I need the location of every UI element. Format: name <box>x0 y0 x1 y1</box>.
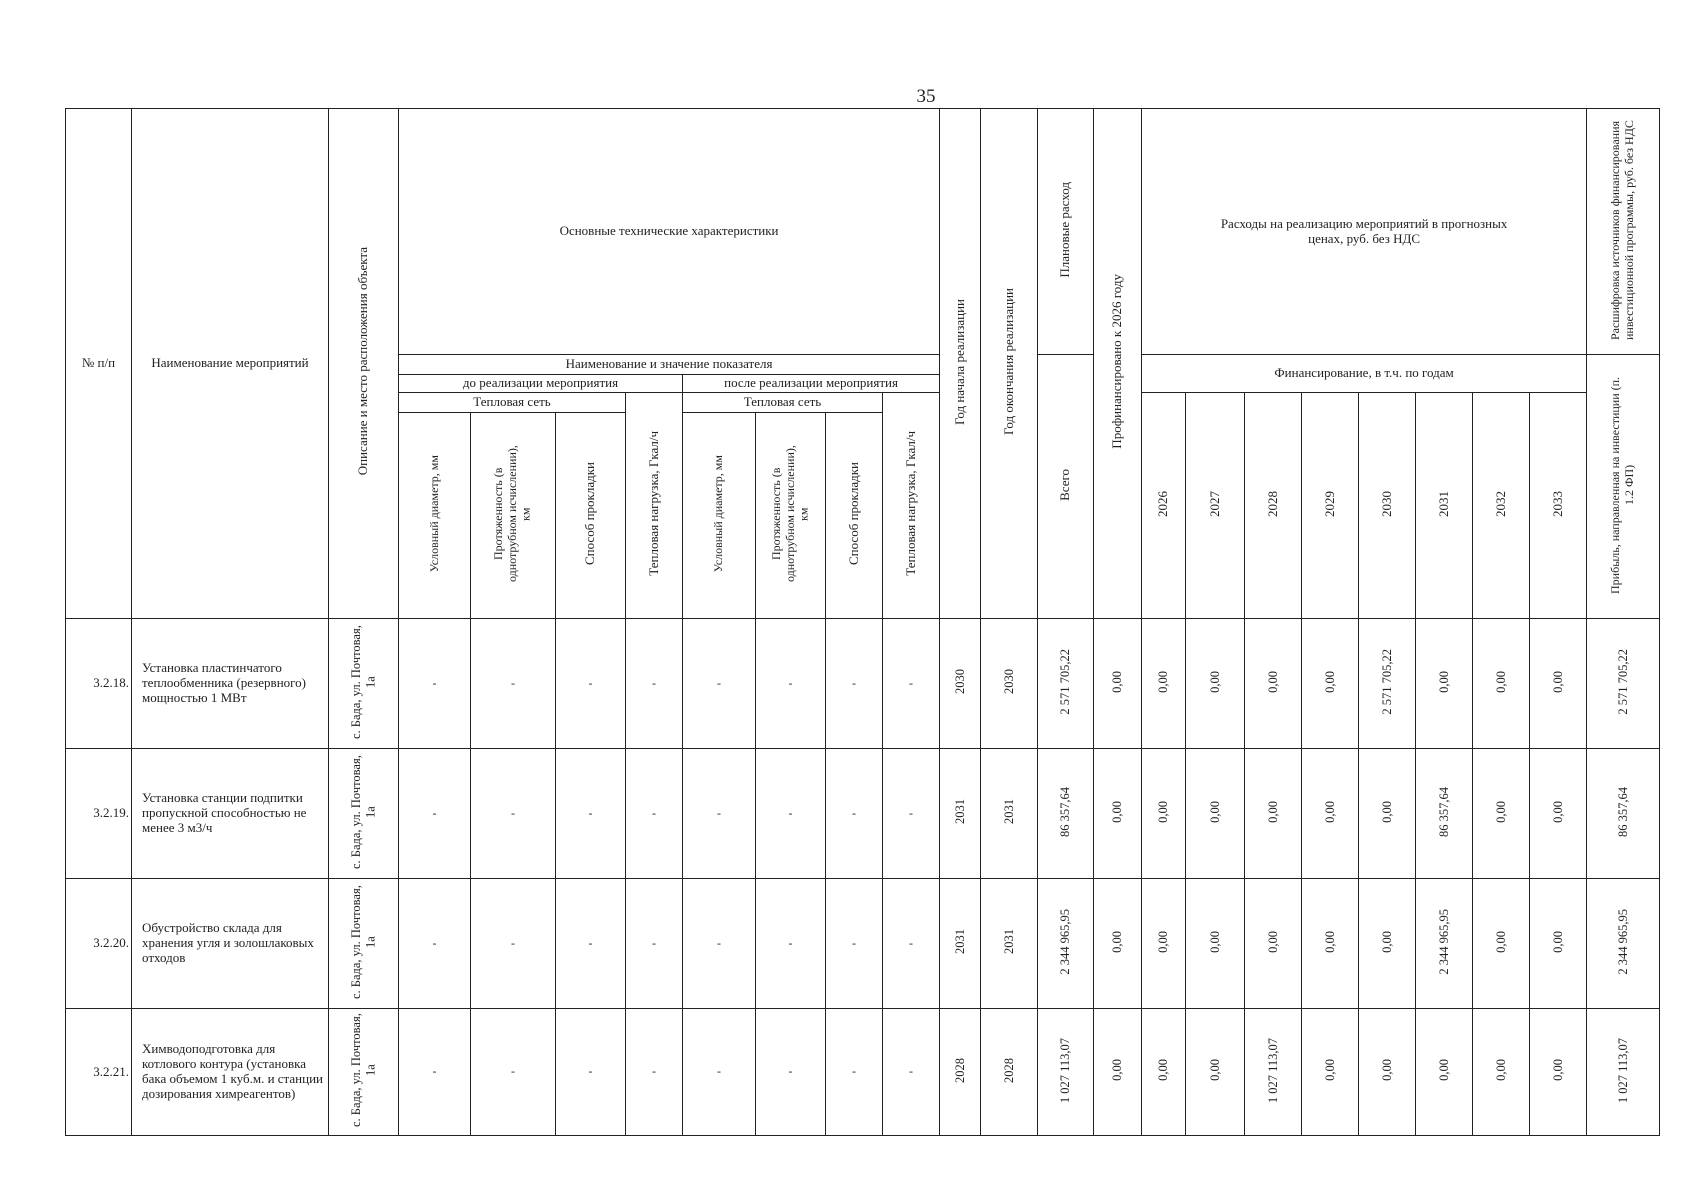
header-network-after: Тепловая сеть <box>683 393 883 413</box>
row-profit: 86 357,64 <box>1587 749 1660 879</box>
row-num: 3.2.19. <box>66 749 132 879</box>
row-year-value: 0,00 <box>1142 619 1186 749</box>
row-tech: - <box>471 879 556 1009</box>
investment-table <box>65 108 1660 1136</box>
header-num: № п/п <box>66 109 132 619</box>
header-year-2030: 2030 <box>1359 393 1416 619</box>
row-total: 1 027 113,07 <box>1038 1009 1094 1136</box>
header-method-before: Способ прокладки <box>556 413 626 619</box>
header-load-after: Тепловая нагрузка, Гкал/ч <box>883 393 940 619</box>
header-before: до реализации мероприятия <box>399 375 683 393</box>
row-profit: 2 571 705,22 <box>1587 619 1660 749</box>
row-tech: - <box>556 879 626 1009</box>
row-tech: - <box>883 879 940 1009</box>
header-diameter-after: Условный диаметр, мм <box>683 413 756 619</box>
header-year-2027: 2027 <box>1186 393 1245 619</box>
row-year-value: 0,00 <box>1245 879 1302 1009</box>
header-year-2032: 2032 <box>1473 393 1530 619</box>
header-year-2028: 2028 <box>1245 393 1302 619</box>
row-year-value: 0,00 <box>1142 749 1186 879</box>
row-year-value: 0,00 <box>1530 879 1587 1009</box>
row-tech: - <box>399 1009 471 1136</box>
row-tech: - <box>683 619 756 749</box>
page-number: 35 <box>916 86 936 107</box>
row-total: 86 357,64 <box>1038 749 1094 879</box>
row-tech: - <box>471 619 556 749</box>
row-location: с. Бада, ул. Почтовая, 1а <box>329 879 399 1009</box>
row-year-end: 2028 <box>981 1009 1038 1136</box>
header-expenses: Расходы на реализацию мероприятий в прогнозных ценах, руб. без НДС <box>1142 109 1587 355</box>
header-financing: Финансирование, в т.ч. по годам <box>1142 355 1587 393</box>
row-year-end: 2030 <box>981 619 1038 749</box>
header-load-before: Тепловая нагрузка, Гкал/ч <box>626 393 683 619</box>
row-tech: - <box>626 749 683 879</box>
row-year-value: 0,00 <box>1142 879 1186 1009</box>
row-tech: - <box>756 1009 826 1136</box>
row-tech: - <box>556 1009 626 1136</box>
row-tech: - <box>756 879 826 1009</box>
row-year-value: 0,00 <box>1186 749 1245 879</box>
row-tech: - <box>626 879 683 1009</box>
header-year-end: Год окончания реализации <box>981 109 1038 619</box>
row-tech: - <box>756 619 826 749</box>
row-year-value: 1 027 113,07 <box>1245 1009 1302 1136</box>
row-year-end: 2031 <box>981 749 1038 879</box>
row-year-value: 0,00 <box>1416 619 1473 749</box>
row-year-end: 2031 <box>981 879 1038 1009</box>
row-year-value: 0,00 <box>1302 619 1359 749</box>
row-tech: - <box>471 749 556 879</box>
row-num: 3.2.21. <box>66 1009 132 1136</box>
header-row-1 <box>66 109 1660 355</box>
row-profit: 1 027 113,07 <box>1587 1009 1660 1136</box>
row-year-start: 2031 <box>940 879 981 1009</box>
row-year-value: 0,00 <box>1473 619 1530 749</box>
row-year-start: 2028 <box>940 1009 981 1136</box>
row-tech: - <box>883 1009 940 1136</box>
row-location: с. Бада, ул. Почтовая, 1а <box>329 619 399 749</box>
row-year-value: 0,00 <box>1245 749 1302 879</box>
header-tech-main: Основные технические характеристики <box>399 109 940 355</box>
row-tech: - <box>683 749 756 879</box>
row-tech: - <box>626 1009 683 1136</box>
row-year-value: 0,00 <box>1302 879 1359 1009</box>
row-tech: - <box>756 749 826 879</box>
row-year-value: 0,00 <box>1359 879 1416 1009</box>
header-after: после реализации мероприятия <box>683 375 940 393</box>
row-num: 3.2.20. <box>66 879 132 1009</box>
row-tech: - <box>626 619 683 749</box>
row-tech: - <box>399 879 471 1009</box>
table-row <box>66 1009 1660 1136</box>
row-year-value: 0,00 <box>1186 619 1245 749</box>
header-sources: Расшифровка источников финансирования инвестиционной программы, руб. без НДС <box>1587 109 1660 355</box>
row-total: 2 344 965,95 <box>1038 879 1094 1009</box>
row-year-value: 2 571 705,22 <box>1359 619 1416 749</box>
header-length-before: Протяженность (в однотрубном исчислении), км <box>471 413 556 619</box>
row-tech: - <box>683 1009 756 1136</box>
row-year-value: 0,00 <box>1245 619 1302 749</box>
row-name: Обустройство склада для хранения угля и золошлаковых отходов <box>132 879 329 1009</box>
row-year-value: 0,00 <box>1473 1009 1530 1136</box>
row-tech: - <box>556 619 626 749</box>
header-network-before: Тепловая сеть <box>399 393 626 413</box>
row-year-value: 0,00 <box>1359 749 1416 879</box>
header-name: Наименование мероприятий <box>132 109 329 619</box>
row-year-value: 0,00 <box>1530 749 1587 879</box>
row-prefinanced: 0,00 <box>1094 619 1142 749</box>
header-profit: Прибыль, направленная на инвестиции (п. 1.2 ФП) <box>1587 355 1660 619</box>
row-year-value: 2 344 965,95 <box>1416 879 1473 1009</box>
row-tech: - <box>399 749 471 879</box>
row-name: Установка пластинчатого теплообменника (резервного) мощностью 1 МВт <box>132 619 329 749</box>
row-tech: - <box>471 1009 556 1136</box>
table-row <box>66 619 1660 749</box>
row-year-value: 0,00 <box>1473 749 1530 879</box>
row-year-value: 0,00 <box>1530 619 1587 749</box>
row-year-value: 0,00 <box>1186 879 1245 1009</box>
row-year-value: 0,00 <box>1530 1009 1587 1136</box>
header-method-after: Способ прокладки <box>826 413 883 619</box>
row-tech: - <box>399 619 471 749</box>
row-prefinanced: 0,00 <box>1094 749 1142 879</box>
row-year-value: 0,00 <box>1473 879 1530 1009</box>
row-tech: - <box>556 749 626 879</box>
row-year-value: 0,00 <box>1302 749 1359 879</box>
header-year-2029: 2029 <box>1302 393 1359 619</box>
row-prefinanced: 0,00 <box>1094 1009 1142 1136</box>
row-year-value: 86 357,64 <box>1416 749 1473 879</box>
header-diameter-before: Условный диаметр, мм <box>399 413 471 619</box>
header-year-start: Год начала реализации <box>940 109 981 619</box>
row-tech: - <box>883 619 940 749</box>
row-tech: - <box>883 749 940 879</box>
table-row <box>66 749 1660 879</box>
row-tech: - <box>826 619 883 749</box>
header-location: Описание и место расположения объекта <box>329 109 399 619</box>
row-profit: 2 344 965,95 <box>1587 879 1660 1009</box>
row-year-value: 0,00 <box>1302 1009 1359 1136</box>
header-planned: Плановые расход <box>1038 109 1094 355</box>
header-length-after: Протяженность (в однотрубном исчислении), км <box>756 413 826 619</box>
row-year-start: 2031 <box>940 749 981 879</box>
header-prefinanced: Профинансировано к 2026 году <box>1094 109 1142 619</box>
header-year-2033: 2033 <box>1530 393 1587 619</box>
row-tech: - <box>826 1009 883 1136</box>
row-tech: - <box>826 879 883 1009</box>
row-year-value: 0,00 <box>1186 1009 1245 1136</box>
row-location: с. Бада, ул. Почтовая, 1а <box>329 749 399 879</box>
row-tech: - <box>683 879 756 1009</box>
row-total: 2 571 705,22 <box>1038 619 1094 749</box>
row-location: с. Бада, ул. Почтовая, 1а <box>329 1009 399 1136</box>
row-tech: - <box>826 749 883 879</box>
row-name: Химводоподготовка для котлового контура (установка бака объемом 1 куб.м. и станции дозирования химреагентов) <box>132 1009 329 1136</box>
header-year-2031: 2031 <box>1416 393 1473 619</box>
row-year-value: 0,00 <box>1142 1009 1186 1136</box>
row-year-value: 0,00 <box>1416 1009 1473 1136</box>
header-indicator: Наименование и значение показателя <box>399 355 940 375</box>
row-num: 3.2.18. <box>66 619 132 749</box>
row-name: Установка станции подпитки пропускной способностью не менее 3 м3/ч <box>132 749 329 879</box>
row-year-value: 0,00 <box>1359 1009 1416 1136</box>
header-year-2026: 2026 <box>1142 393 1186 619</box>
row-prefinanced: 0,00 <box>1094 879 1142 1009</box>
header-total: Всего <box>1038 355 1094 619</box>
table-row <box>66 879 1660 1009</box>
row-year-start: 2030 <box>940 619 981 749</box>
